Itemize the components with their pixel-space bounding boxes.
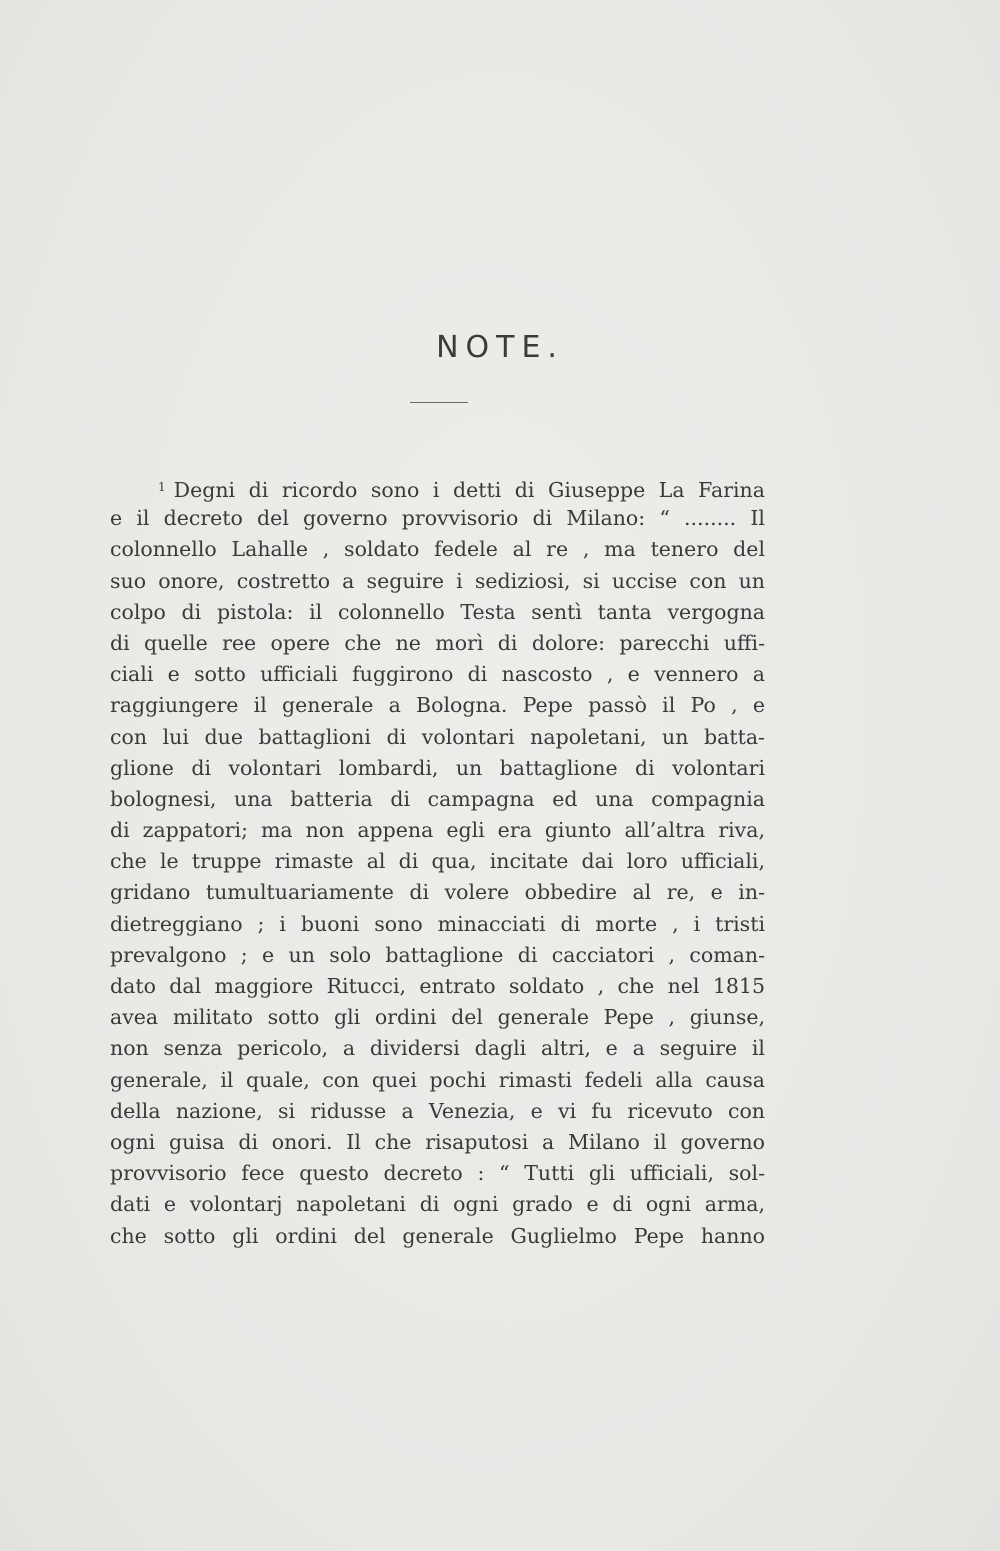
text-line: colonnello Lahalle , soldato fedele al re , ma tenero del	[110, 537, 765, 562]
text-line: $^1$ Degni di ricordo sono i detti di Giuseppe La Farina	[158, 478, 765, 502]
text-line: dati e volontarj napoletani di ogni grado e di ogni arma,	[110, 1192, 765, 1217]
text-line: bolognesi, una batteria di campagna ed una compagnia	[110, 786, 765, 811]
text-line: dato dal maggiore Ritucci, entrato soldato , che nel 1815	[110, 974, 765, 998]
text-line: glione di volontari lombardi, un battaglione di volontari	[110, 755, 765, 780]
text-line: che le truppe rimaste al di qua, incitate dai loro ufficiali,	[110, 849, 765, 874]
text-line: ogni guisa di onori. Il che risaputosi a Milano il governo	[110, 1129, 765, 1154]
text-line: avea militato sotto gli ordini del generale Pepe , giunse,	[110, 1005, 765, 1030]
text-line: prevalgono ; e un solo battaglione di cacciatori , coman-	[110, 942, 765, 967]
text-line: suo onore, costretto a seguire i sediziosi, si uccise con un	[110, 568, 765, 593]
text-line: con lui due battaglioni di volontari napoletani, un batta-	[110, 724, 765, 749]
text-line: dietreggiano ; i buoni sono minacciati di morte , i tristi	[110, 911, 765, 936]
text-line: di zappatori; ma non appena egli era giunto all’altra riva,	[110, 818, 765, 843]
text-line: generale, il quale, con quei pochi rimasti fedeli alla causa	[110, 1067, 765, 1092]
text-line: gridano tumultuariamente di volere obbedire al re, e in-	[110, 880, 765, 905]
text-line: non senza pericolo, a dividersi dagli altri, e a seguire il	[110, 1036, 765, 1061]
heading-divider	[410, 402, 468, 403]
footnote-text	[110, 472, 765, 1252]
text-line: della nazione, si ridusse a Venezia, e vi fu ricevuto con	[110, 1098, 765, 1123]
text-line: colpo di pistola: il colonnello Testa sentì tanta vergogna	[110, 599, 765, 624]
text-line: e il decreto del governo provvisorio di Milano: “ ........ Il	[110, 506, 765, 531]
text-line: che sotto gli ordini del generale Guglielmo Pepe hanno	[110, 1223, 765, 1248]
page-heading: NOTE.	[436, 330, 564, 365]
text-line: di quelle ree opere che ne morì di dolore: parecchi uffi-	[110, 630, 765, 655]
text-line: ciali e sotto ufficiali fuggirono di nascosto , e vennero a	[110, 662, 765, 687]
footnote-mark: 1	[158, 480, 166, 494]
text-line: provvisorio fece questo decreto : “ Tutti gli ufficiali, sol-	[110, 1161, 765, 1186]
text-line: raggiungere il generale a Bologna. Pepe passò il Po , e	[110, 693, 765, 718]
